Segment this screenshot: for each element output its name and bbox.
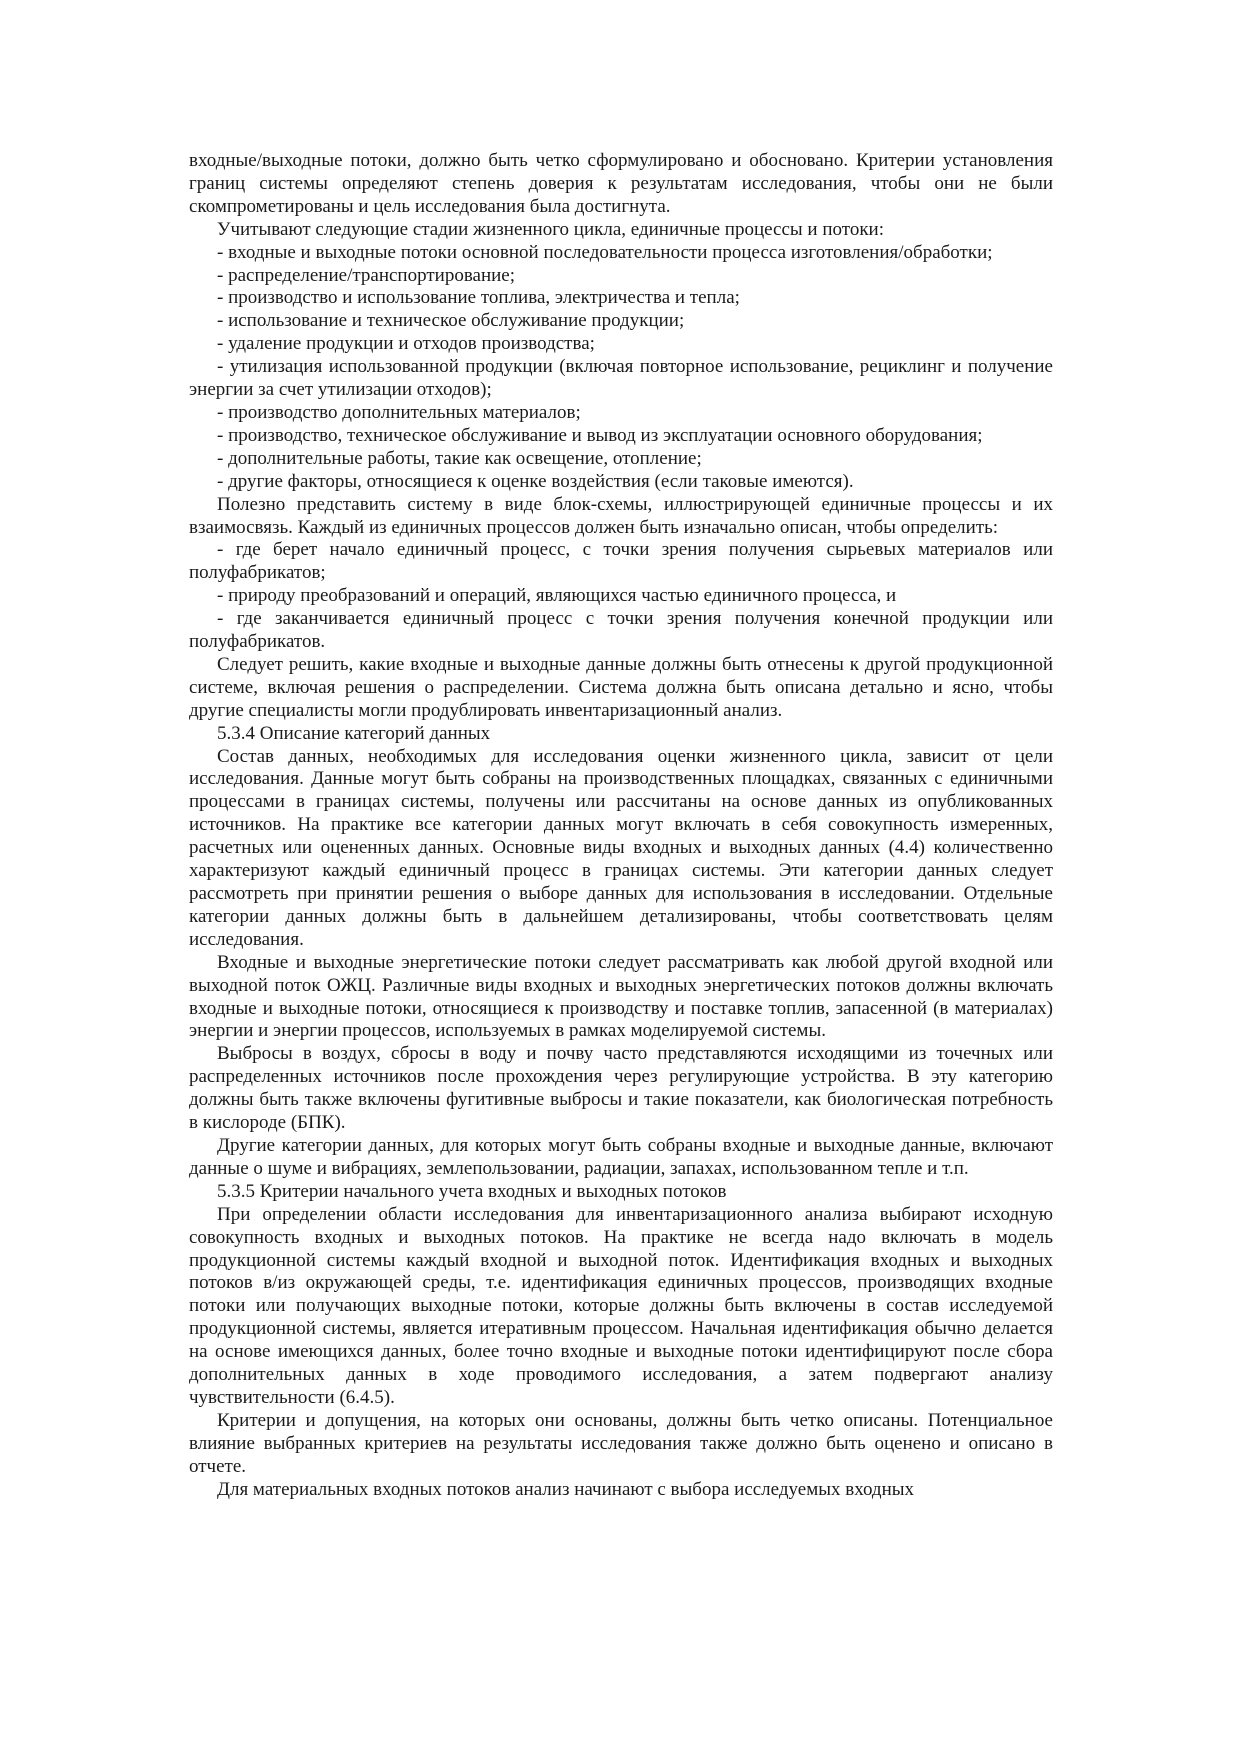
paragraph: - где берет начало единичный процесс, с точки зрения получения сырьевых материалов или полуфабрикатов; bbox=[189, 539, 1053, 584]
paragraph: Входные и выходные энергетические потоки следует рассматривать как любой другой входной или выходной поток ОЖЦ. Различные виды входных и выходных энергетических потоков должны включать входные и выходные потоки, относящиеся к производству и поставке топлив, запасенной (в материалах) энергии и энергии процессов, используемых в рамках моделируемой системы. bbox=[189, 951, 1053, 1042]
paragraph: - где заканчивается единичный процесс с точки зрения получения конечной продукции или полуфабрикатов. bbox=[189, 608, 1053, 653]
paragraph: - производство дополнительных материалов; bbox=[217, 401, 581, 423]
paragraph: входные/выходные потоки, должно быть четко сформулировано и обосновано. Критерии установления границ системы определяют степень доверия к результатам исследования, чтобы они не были скомпрометированы и цель исследования была достигнута. bbox=[189, 150, 1053, 217]
paragraph: - дополнительные работы, такие как освещение, отопление; bbox=[217, 447, 702, 469]
paragraph: - производство, техническое обслуживание и вывод из эксплуатации основного оборудования; bbox=[217, 424, 983, 446]
paragraph: - входные и выходные потоки основной последовательности процесса изготовления/обработки; bbox=[217, 241, 993, 263]
paragraph: - распределение/транспортирование; bbox=[217, 264, 516, 286]
paragraph: Следует решить, какие входные и выходные данные должны быть отнесены к другой продукционной системе, включая решения о распределении. Система должна быть описана детально и ясно, чтобы другие специалисты могли продублировать инвентаризационный анализ. bbox=[189, 653, 1053, 721]
paragraph: - удаление продукции и отходов производства; bbox=[217, 333, 595, 355]
paragraph: Состав данных, необходимых для исследования оценки жизненного цикла, зависит от цели исследования. Данные могут быть собраны на производственных площадках, связанных с единичными процессами в границах системы, получены или рассчитаны на основе данных из опубликованных источников. На практике все категории данных могут включать в себя совокупность измеренных, расчетных или оцененных данных. Основные виды входных и выходных данных (4.4) количественно характеризуют каждый единичный процесс в границах системы. Эти категории данных следует рассмотреть при принятии решения о выборе данных для использования в исследовании. Отдельные категории данных должны быть в дальнейшем детализированы, чтобы соответствовать целям исследования. bbox=[189, 745, 1053, 950]
paragraph: Критерии и допущения, на которых они основаны, должны быть четко описаны. Потенциальное влияние выбранных критериев на результаты исследования также должно быть оценено и описано в отчете. bbox=[189, 1409, 1053, 1477]
paragraph: Полезно представить систему в виде блок-схемы, иллюстрирующей единичные процессы и их взаимосвязь. Каждый из единичных процессов должен быть изначально описан, чтобы определить: bbox=[189, 493, 1053, 538]
paragraph: 5.3.4 Описание категорий данных bbox=[217, 722, 491, 744]
paragraph: - другие факторы, относящиеся к оценке воздействия (если таковые имеются). bbox=[217, 470, 854, 492]
paragraph: - утилизация использованной продукции (включая повторное использование, рециклинг и получение энергии за счет утилизации отходов); bbox=[189, 356, 1053, 401]
paragraph: Другие категории данных, для которых могут быть собраны входные и выходные данные, включают данные о шуме и вибрациях, землепользовании, радиации, запахах, использованном тепле и т.п. bbox=[189, 1134, 1053, 1179]
paragraph: Для материальных входных потоков анализ начинают с выбора исследуемых входных bbox=[217, 1478, 915, 1500]
paragraph: Учитывают следующие стадии жизненного цикла, единичные процессы и потоки: bbox=[217, 218, 884, 240]
paragraph: - природу преобразований и операций, являющихся частью единичного процесса, и bbox=[217, 585, 897, 607]
paragraph: Выбросы в воздух, сбросы в воду и почву часто представляются исходящими из точечных или распределенных источников после прохождения через регулирующие устройства. В эту категорию должны быть также включены фугитивные выбросы и такие показатели, как биологическая потребность в кислороде (БПК). bbox=[189, 1043, 1053, 1134]
paragraph: 5.3.5 Критерии начального учета входных и выходных потоков bbox=[217, 1180, 727, 1202]
paragraph: - производство и использование топлива, электричества и тепла; bbox=[217, 287, 740, 309]
paragraph: При определении области исследования для инвентаризационного анализа выбирают исходную совокупность входных и выходных потоков. На практике не всегда надо включать в модель продукционной системы каждый входной и выходной поток. Идентификация входных и выходных потоков в/из окружающей среды, т.е. идентификация единичных процессов, производящих входные потоки или получающих выходные потоки, которые должны быть включены в состав исследуемой продукционной системы, является итеративным процессом. Начальная идентификация обычно делается на основе имеющихся данных, более точно входные и выходные потоки идентифицируют после сбора дополнительных данных в ходе проводимого исследования, а затем подвергают анализу чувствительности (6.4.5). bbox=[189, 1203, 1053, 1408]
document-page bbox=[189, 150, 1053, 1501]
paragraph: - использование и техническое обслуживание продукции; bbox=[217, 310, 685, 332]
